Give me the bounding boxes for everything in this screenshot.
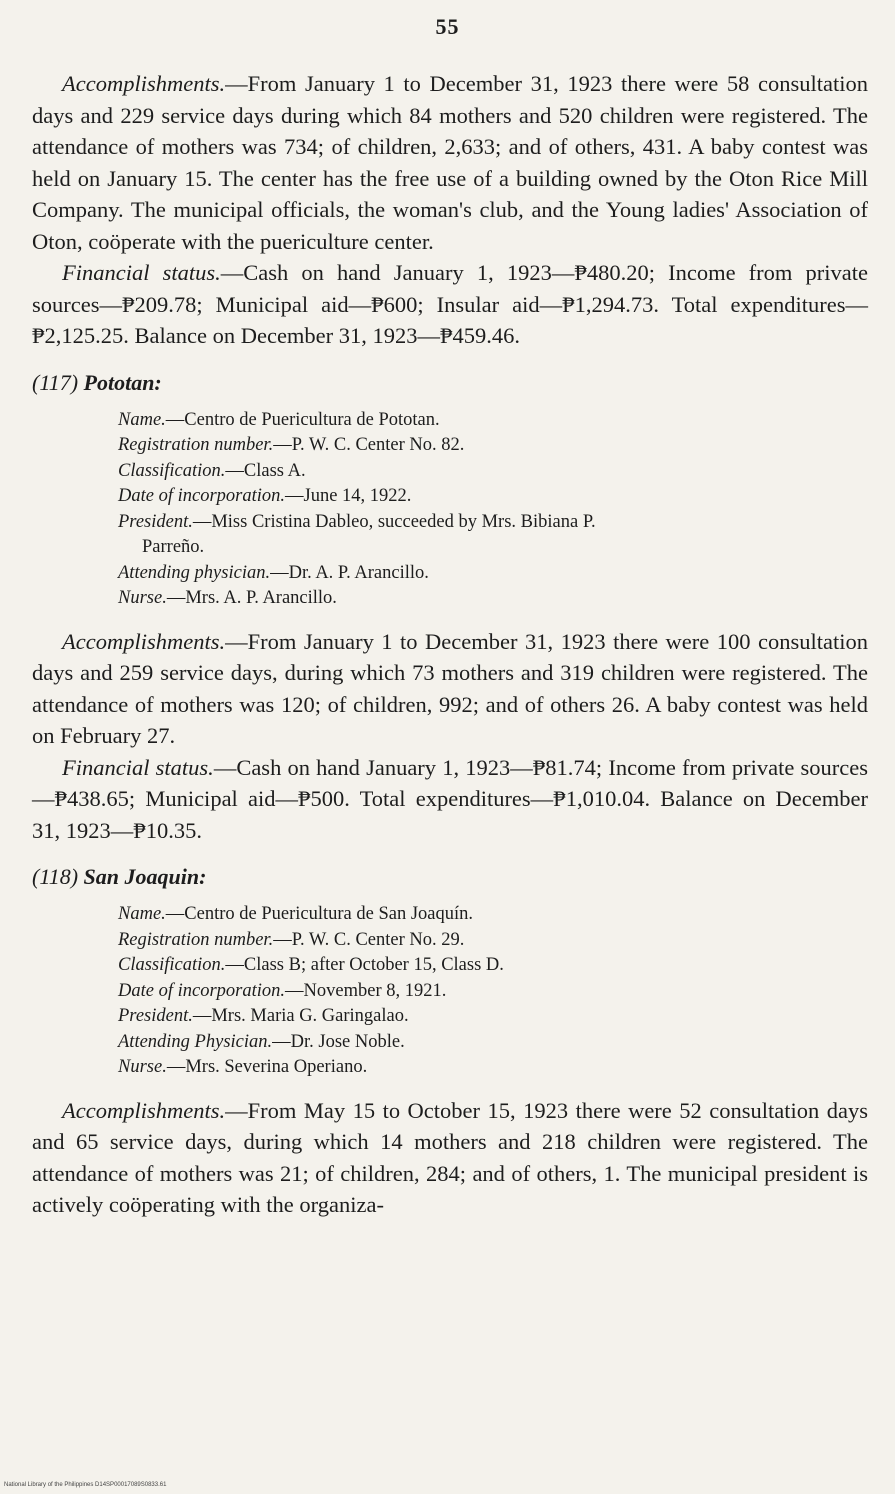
section-heading-san-joaquin [32,862,868,892]
detail-label: Date of incorporation. [118,486,286,506]
detail-value: —November 8, 1921. [285,980,447,1001]
detail-label: Registration number. [118,435,274,455]
detail-row-classification [118,459,868,485]
detail-label: Attending physician. [118,562,271,583]
oton-accomplishments [32,68,868,257]
detail-value: —P. W. C. Center No. 29. [273,929,465,950]
detail-row-registration [118,928,868,954]
section-number: (118) [32,864,79,889]
detail-row-physician [118,561,868,587]
detail-value: —Mrs. A. P. Arancillo. [166,588,337,608]
detail-label: Attending Physician. [118,1031,273,1052]
pototan-financial-status [32,752,868,847]
detail-row-president-continued: Parreño. [142,537,205,557]
section-number: (117) [32,369,79,395]
scan-footer-text: National Library of the Philippines D14SP00017089S0833.61 [4,1482,167,1488]
detail-label: Nurse. [118,1057,167,1077]
detail-value: —June 14, 1922. [285,486,412,506]
accomplishments-text: —From January 1 to December 31, 1923 there were 100 consultation days and 259 service days, during which 73 mothers and 319 children were registered. The attendance of mothers was 120; of children, 992; and of others 26. A baby contest was held on February 27. [32,628,868,748]
detail-value: —Mrs. Severina Operiano. [166,1057,368,1077]
pototan-accomplishments [32,626,868,752]
detail-value: —Miss Cristina Dableo, succeeded by Mrs. Bibiana P. [192,511,596,532]
detail-row-classification [118,953,868,979]
financial-status-label: Financial status. [62,754,214,780]
detail-row-president [118,1004,868,1030]
detail-value: —Dr. Jose Noble. [272,1031,405,1052]
detail-label: Classification. [118,955,226,975]
detail-label: Classification. [118,460,226,481]
detail-row-nurse [118,1055,868,1081]
detail-row-incorporation [118,484,868,510]
detail-value: —Centro de Puericultura de Pototan. [165,409,440,430]
financial-status-text: —Cash on hand January 1, 1923—₱81.74; Income from private sources—₱438.65; Municipal aid—₱500. Total expenditures—₱1,010.04. Balance on December 31, 1923—₱10.35. [32,754,869,843]
detail-label: President. [118,511,193,532]
section-heading-pototan [32,368,868,398]
detail-value: —Mrs. Maria G. Garingalao. [192,1006,409,1026]
pototan-details [118,408,868,612]
section-title: Pototan: [83,369,162,395]
financial-status-label: Financial status. [62,260,221,285]
detail-label: Nurse. [118,588,167,608]
detail-row-name [118,902,868,928]
page-number: 55 [435,14,460,39]
detail-row-president [118,510,868,536]
financial-status-text: —Cash on hand January 1, 1923—₱480.20; Income from private sources—₱209.78; Municipal aid—₱600; Insular aid—₱1,294.73. Total expenditures—₱2,125.25. Balance on December 31, 1923—₱459.46. [32,260,868,348]
page-body [32,68,868,1221]
detail-label: President. [118,1006,193,1026]
detail-row-nurse [118,586,868,612]
detail-label: Name. [118,409,166,430]
detail-row-registration [118,433,868,459]
detail-label: Date of incorporation. [118,980,286,1001]
accomplishments-text: —From January 1 to December 31, 1923 there were 58 consultation days and 229 service days during which 84 mothers and 520 children were registered. The attendance of mothers was 734; of children, 2,633; and of others, 431. A baby contest was held on January 15. The center has the free use of a building owned by the Oton Rice Mill Company. The municipal officials, the woman's club, and the Young ladies' Association of Oton, coöperate with the puericulture center. [32,71,868,254]
san-joaquin-accomplishments [32,1095,868,1221]
detail-label: Registration number. [118,929,274,950]
detail-value: —Dr. A. P. Arancillo. [270,562,429,583]
accomplishments-label: Accomplishments. [62,628,226,654]
detail-value: —P. W. C. Center No. 82. [273,435,465,455]
san-joaquin-details [118,902,868,1081]
accomplishments-text: —From May 15 to October 15, 1923 there were 52 consultation days and 65 service days, during which 14 mothers and 218 children were registered. The attendance of mothers was 21; of children, 284; and of others, 1. The municipal president is actively coöperating with the organiza- [32,1097,868,1217]
detail-row-physician [118,1030,868,1056]
detail-row-incorporation [118,979,868,1005]
accomplishments-label: Accomplishments. [62,1097,226,1123]
accomplishments-label: Accomplishments. [62,71,226,96]
detail-value: —Class A. [225,460,306,481]
detail-label: Name. [118,904,166,924]
detail-row-name [118,408,868,434]
section-title: San Joaquin: [83,864,207,889]
detail-value: —Centro de Puericultura de San Joaquín. [165,904,474,924]
detail-value: —Class B; after October 15, Class D. [225,955,504,975]
oton-financial-status [32,257,868,352]
